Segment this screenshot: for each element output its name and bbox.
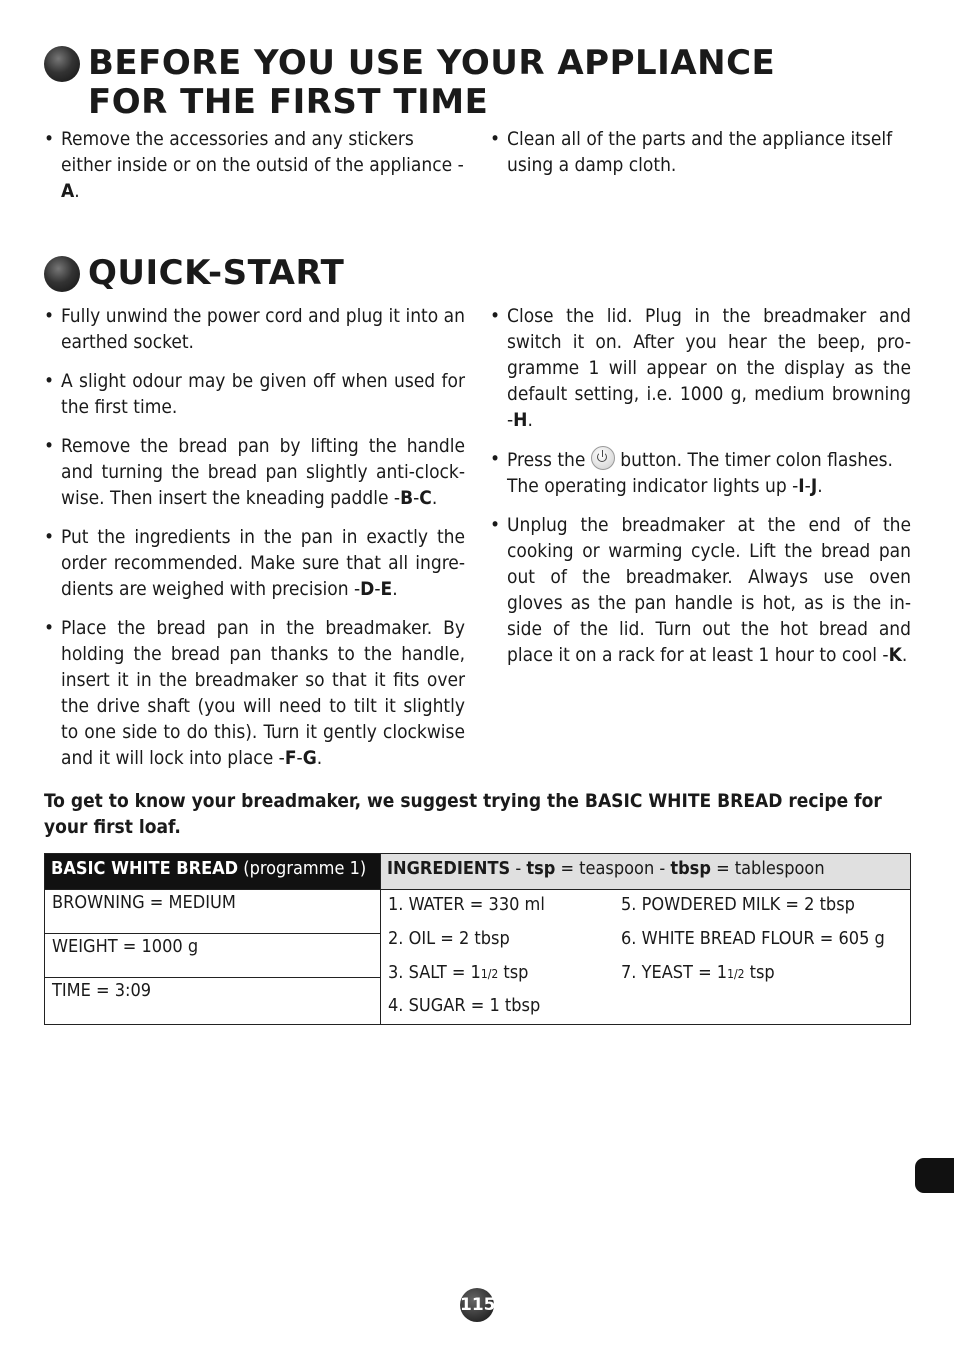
section-tab-marker [915,1158,954,1193]
list-item: • Unplug the breadmaker at the end of the cooking or warming cycle. Lift the bread pan out of the breadmaker. Always use oven gloves as the pan handle is hot, as is the in-side of the lid. Turn out the hot bread and place it on a rack for at least 1 hour to cool -K. [490,512,911,668]
list-item: • Clean all of the parts and the appliance itself using a damp cloth. [490,126,911,178]
list-item: • Remove the accessories and any stickers either inside or on the outsid of the appliance - A. [44,126,465,204]
list-item: • Close the lid. Plug in the breadmaker and switch it on. After you hear the beep, pro-gramme 1 will appear on the display as the default setting, i.e. 1000 g, medium browning -H. [490,303,911,433]
quick-start-left-column [44,303,465,784]
list-item: • Put the ingredients in the pan in exactly the order recommended. Make sure that all ingre-dients are weighed with precision -D-E. [44,524,465,602]
first-use-left-column [44,126,465,217]
recipe-settings-cell [45,890,381,1025]
power-button-icon [591,446,615,470]
ingredients-cell [381,890,911,1025]
ingredient-item: 1. WATER = 330 ml [388,894,545,915]
ingredient-item: 7. YEAST = 11/2 tsp [621,962,775,983]
recipe-table [44,853,911,1025]
ingredient-item: 4. SUGAR = 1 tbsp [388,995,541,1016]
ingredient-item: 3. SALT = 11/2 tsp [388,962,529,983]
quick-start-title: QUICK-START [88,253,345,293]
time-setting: TIME = 3:09 [52,980,152,1001]
ingredient-item: 6. WHITE BREAD FLOUR = 605 g [621,928,885,949]
ingredient-item: 5. POWDERED MILK = 2 tbsp [621,894,855,915]
heading-line2: FOR THE FIRST TIME [88,82,489,122]
list-item: • A slight odour may be given off when used for the first time. [44,368,465,420]
list-item: • Fully unwind the power cord and plug it into an earthed socket. [44,303,465,355]
list-item: • Press the button. The timer colon flashes. The operating indicator lights up -I-J. [490,446,911,499]
bullet-ball-icon [44,46,80,82]
recipe-intro: To get to know your breadmaker, we suggest trying the BASIC WHITE BREAD recipe for your first loaf. [44,790,882,838]
heading-line1: BEFORE YOU USE YOUR APPLIANCE [88,43,776,83]
list-item: • Place the bread pan in the breadmaker. By holding the bread pan thanks to the handle, insert it in the breadmaker so that it fits over the drive shaft (you will need to tilt it slightly to one side to do this). Turn it gently clockwise and it will lock into place -F-G. [44,615,465,771]
first-use-right-column [490,126,911,191]
browning-setting: BROWNING = MEDIUM [45,890,380,934]
ingredient-item: 2. OIL = 2 tbsp [388,928,510,949]
list-item: • Remove the bread pan by lifting the handle and turning the bread pan slightly anti-clock-wise. Then insert the kneading paddle -B-C. [44,433,465,511]
weight-setting: WEIGHT = 1000 g [45,934,380,978]
recipe-title-cell: BASIC WHITE BREAD (programme 1) [45,854,381,890]
quick-start-right-column [490,303,911,681]
ingredients-header-cell: INGREDIENTS - tsp = teaspoon - tbsp = tablespoon [381,854,911,890]
page-number: 115 [460,1288,494,1322]
bullet-ball-icon [44,256,80,292]
